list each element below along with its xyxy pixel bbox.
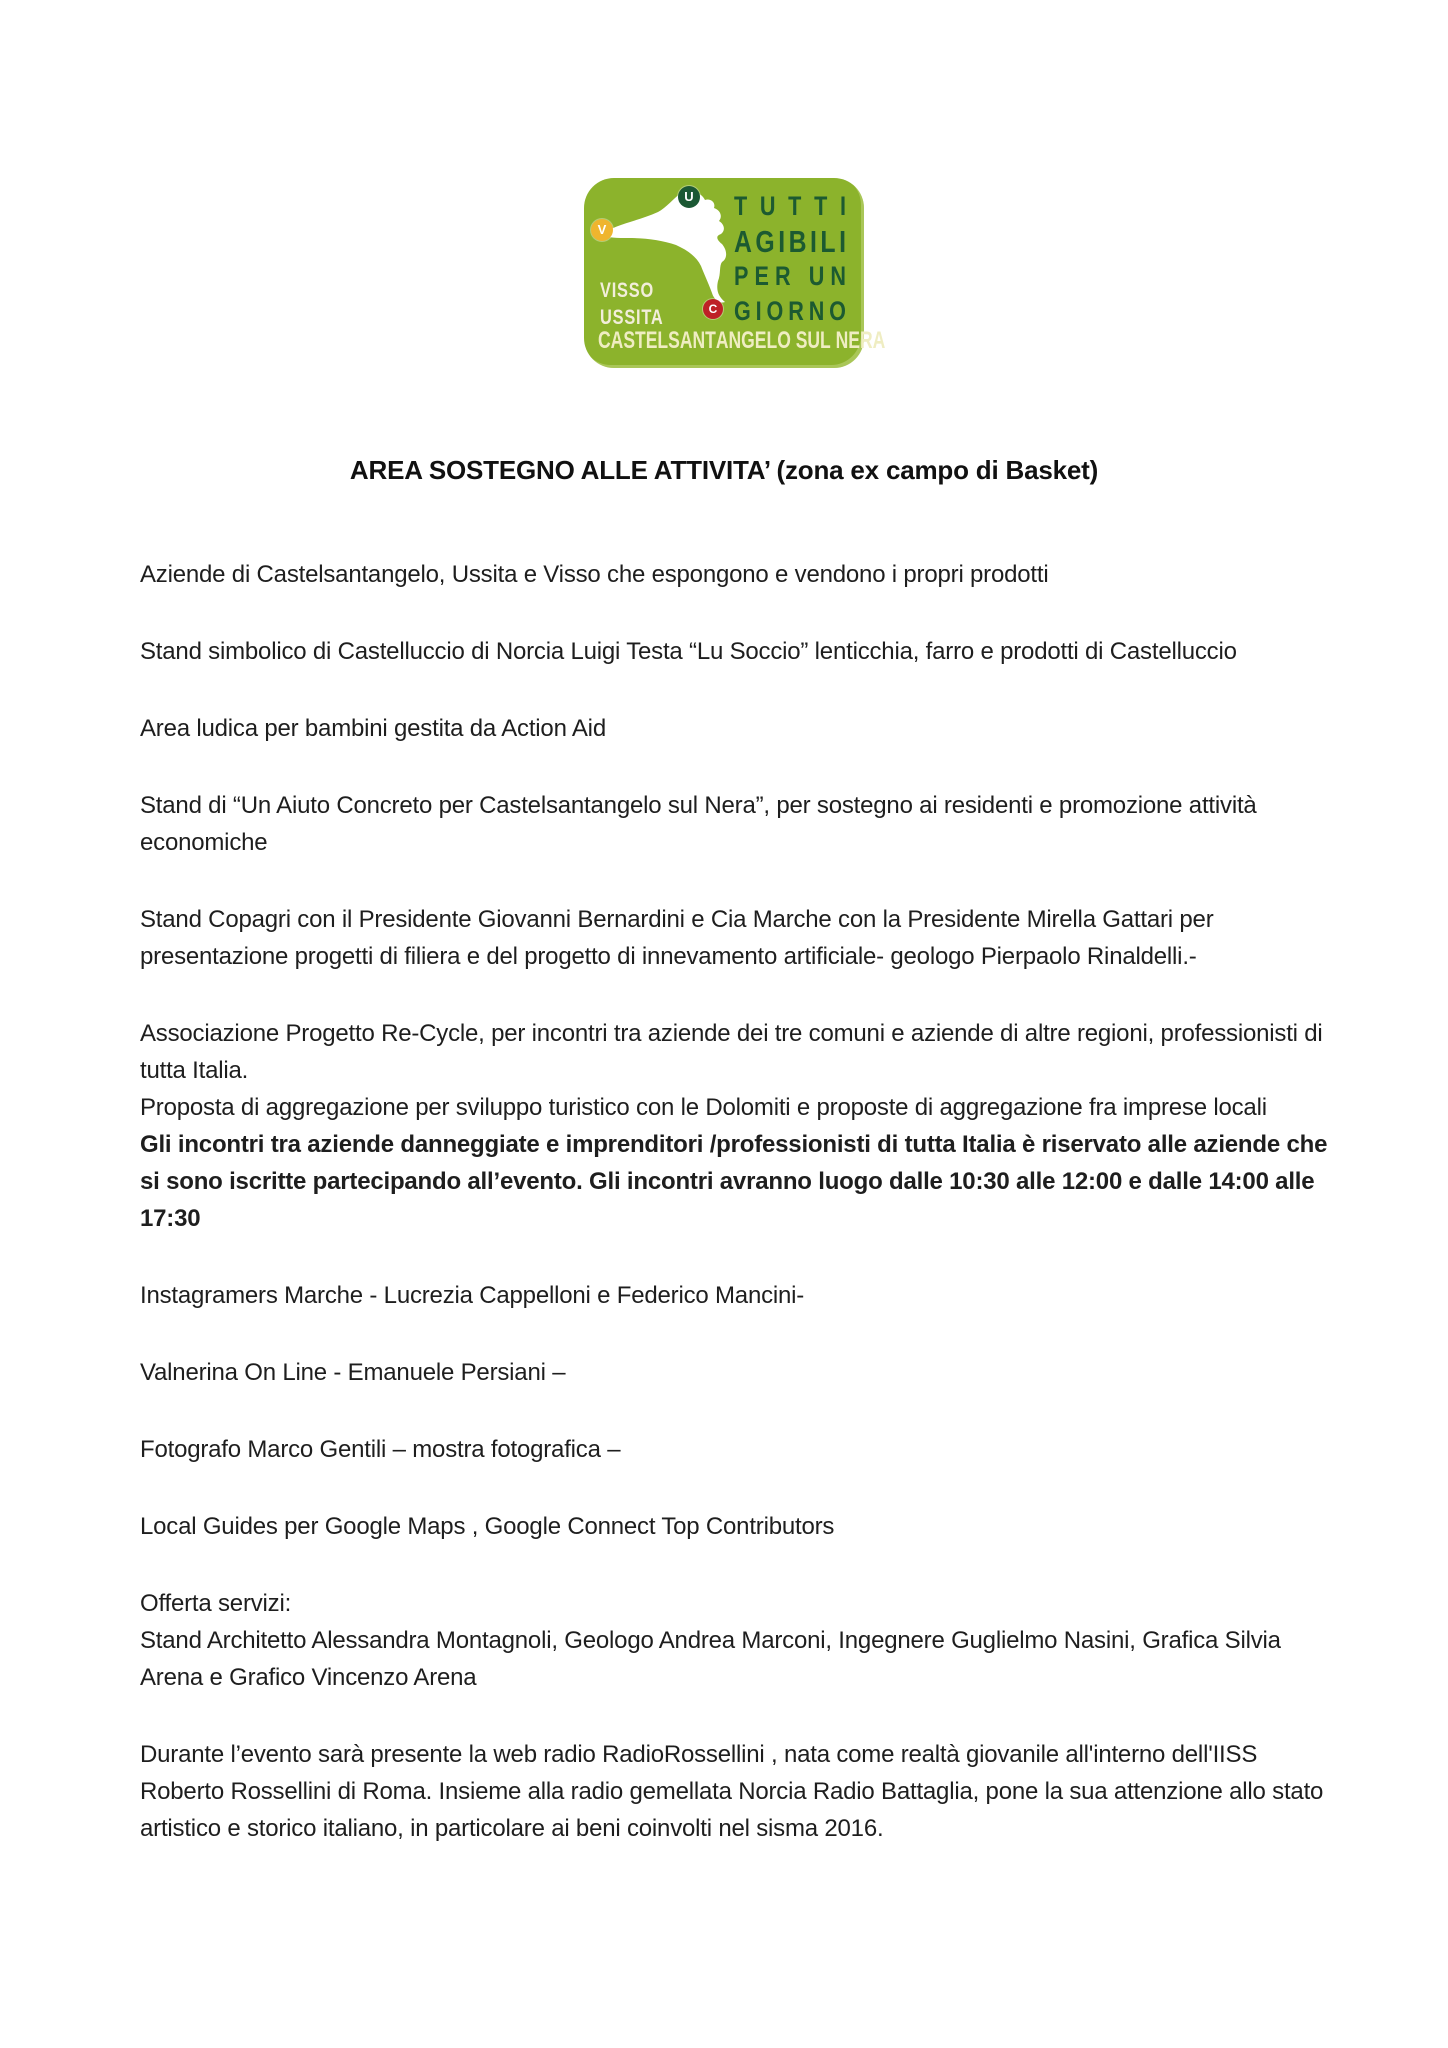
text-run: Area ludica per bambini gestita da Action Aid <box>140 715 606 742</box>
map-marker-ussita: U <box>678 186 700 208</box>
slogan-line-per-un: P E R U N <box>734 261 846 291</box>
paragraph <box>140 1736 1340 1847</box>
slogan-line-agibili: A G I B I L I <box>734 223 846 259</box>
text-run: Stand Architetto Alessandra Montagnoli, Geologo Andrea Marconi, Ingegnere Guglielmo Nasini, Grafica Silvia Arena e Grafico Vincenzo Arena <box>140 1627 1281 1691</box>
text-run: Associazione Progetto Re-Cycle, per incontri tra aziende dei tre comuni e aziende di altre regioni, professionisti di tutta Italia. <box>140 1020 1323 1084</box>
town-ussita-label: USSITA <box>600 306 664 329</box>
paragraph <box>140 1508 1340 1545</box>
logo-towns <box>600 277 664 331</box>
town-visso-label: VISSO <box>600 279 654 302</box>
text-run: Valnerina On Line - Emanuele Persiani – <box>140 1359 566 1386</box>
paragraph <box>140 1277 1340 1314</box>
text-run: Gli incontri tra aziende danneggiate e imprenditori /professionisti di tutta Italia è riservato alle aziende che si sono iscritte partecipando all’evento. Gli incontri avranno luogo dalle 10:30 alle 12:00 e dalle 14:00 alle 17:30 <box>140 1131 1328 1232</box>
paragraph <box>140 633 1340 670</box>
paragraph <box>140 710 1340 747</box>
map-marker-visso: V <box>591 219 613 241</box>
slogan-line-tutti: T U T T I <box>734 191 846 221</box>
text-run: Stand simbolico di Castelluccio di Norcia Luigi Testa “Lu Soccio” lenticchia, farro e prodotti di Castelluccio <box>140 638 1237 665</box>
paragraph <box>140 901 1340 975</box>
paragraph <box>140 787 1340 861</box>
map-marker-castelsantangelo: C <box>703 299 723 319</box>
paragraph <box>140 1354 1340 1391</box>
text-run: Fotografo Marco Gentili – mostra fotografica – <box>140 1436 621 1463</box>
text-run: Durante l’evento sarà presente la web radio RadioRossellini , nata come realtà giovanile all'interno dell'IISS Roberto Rossellini di Roma. Insieme alla radio gemellata Norcia Radio Battaglia, pone la sua attenzione allo stato artistico e storico italiano, in particolare ai beni coinvolti nel sisma 2016. <box>140 1741 1324 1842</box>
paragraph <box>140 1015 1340 1237</box>
paragraph <box>140 1585 1340 1696</box>
document-body <box>140 556 1340 1847</box>
paragraph <box>140 1431 1340 1468</box>
paragraph <box>140 556 1340 593</box>
text-run: Instagramers Marche - Lucrezia Cappelloni e Federico Mancini- <box>140 1282 805 1309</box>
logo-slogan <box>734 189 846 329</box>
text-run: Proposta di aggregazione per sviluppo turistico con le Dolomiti e proposte di aggregazione fra imprese locali <box>140 1094 1267 1121</box>
document-title: AREA SOSTEGNO ALLE ATTIVITA’ (zona ex campo di Basket) <box>349 455 1099 485</box>
text-run: Local Guides per Google Maps , Google Connect Top Contributors <box>140 1513 835 1540</box>
text-run: Stand Copagri con il Presidente Giovanni Bernardini e Cia Marche con la Presidente Mirella Gattari per presentazione progetti di filiera e del progetto di innevamento artificiale- geologo Pierpaolo Rinaldelli.- <box>140 906 1214 970</box>
slogan-line-giorno: G I O R N O <box>734 296 846 326</box>
text-run: Offerta servizi: <box>140 1590 292 1617</box>
town-castelsantangelo-label: C A S T E L S A N T A N G E L O S U L N E R A <box>598 327 886 354</box>
text-run: Aziende di Castelsantangelo, Ussita e Visso che espongono e vendono i propri prodotti <box>140 561 1049 588</box>
text-run: Stand di “Un Aiuto Concreto per Castelsantangelo sul Nera”, per sostegno ai residenti e promozione attività economiche <box>140 792 1257 856</box>
event-logo <box>584 178 886 368</box>
